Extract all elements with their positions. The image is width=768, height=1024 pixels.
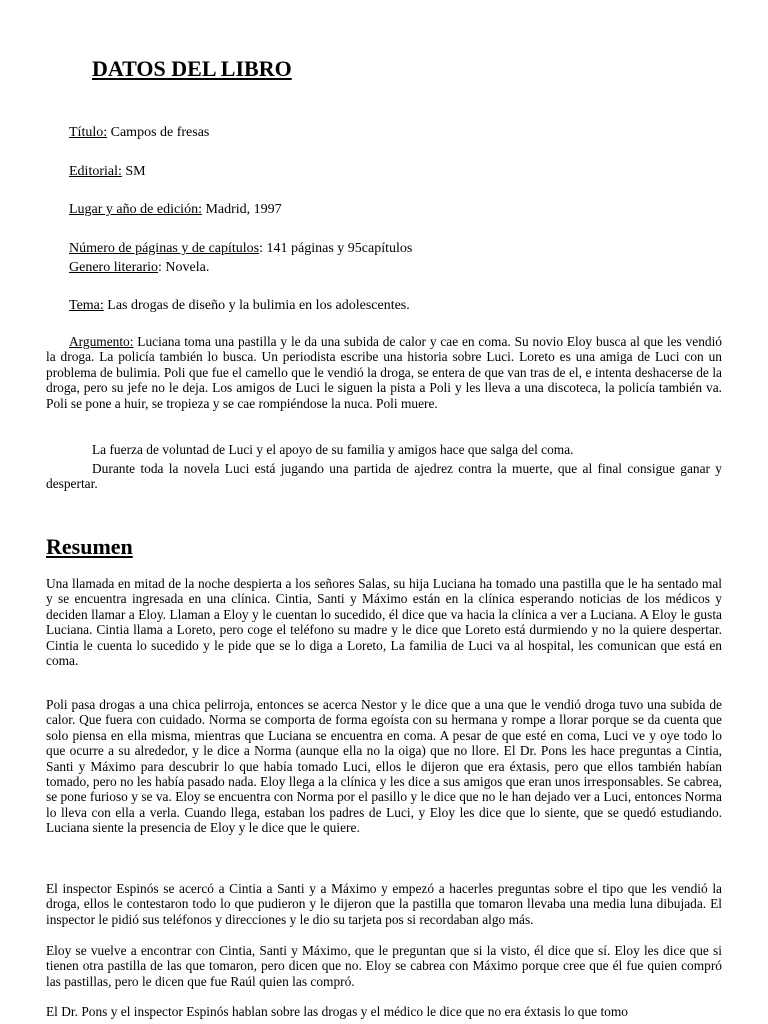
resumen-paragraph-1: Una llamada en mitad de la noche despierta a los señores Salas, su hija Luciana ha tomado una pastilla que le ha sentado mal y se encuentra ingresada en una clínica. Cintia, Santi y Máximo están en la clínica esperando noticias de los médicos y deciden llamar a Eloy. Llaman a Eloy y le cuentan lo sucedido, él dice que va hacia la clínica a ver a Luciana. A Eloy le gusta Luciana. Cintia llama a Loreto, pero coge el teléfono su madre y le dice que Loreto está durmiendo y no la quiere despertar. Cintia le cuenta lo sucedido y le pide que se lo diga a Loreto, La familia de Luci va al hospital, les comunican que está en coma. (46, 576, 722, 669)
resumen-paragraph-5: El Dr. Pons y el inspector Espinós hablan sobre las drogas y el médico le dice que no era éxtasis lo que tomo (46, 1004, 628, 1019)
field-paginas (69, 240, 412, 257)
field-label: Editorial: (69, 164, 122, 179)
field-label: Genero literario (69, 260, 159, 275)
field-label: Tema: (69, 298, 104, 313)
field-label: Título: (69, 125, 108, 140)
argumento-text: Luciana toma una pastilla y le da una subida de calor y cae en coma. Su novio Eloy busca al que les vendió la droga. La policía también lo busca. Un periodista escribe una historia sobre Luci. Loreto es una amiga de Luci con un problema de bulimia. Poli que fue el camello que le vendió la droga, se entera de que van tras de el, e intenta deshacerse de la droga, pero su jefe no le deja. Los amigos de Luci le siguen la pista a Poli y les lleva a una discoteca, la policía también va. Poli se pone a huir, se tropieza y se cae rompiéndose la nuca. Poli muere. (46, 334, 722, 411)
field-label: Lugar y año de edición: (69, 202, 202, 217)
field-genero (69, 259, 209, 276)
page-title: DATOS DEL LIBRO (92, 56, 292, 81)
field-value: : Novela. (158, 260, 210, 275)
field-tema (69, 297, 410, 314)
field-value: Las drogas de diseño y la bulimia en los adolescentes. (103, 298, 410, 313)
argumento-paragraph (46, 334, 722, 411)
field-value: : 141 páginas y 95capítulos (259, 241, 413, 256)
argumento-label: Argumento: (69, 334, 134, 349)
argumento-paragraph-2: La fuerza de voluntad de Luci y el apoyo de su familia y amigos hace que salga del coma. (92, 442, 574, 457)
field-titulo (69, 124, 209, 141)
field-lugar (69, 201, 282, 218)
resumen-paragraph-4: Eloy se vuelve a encontrar con Cintia, Santi y Máximo, que le preguntan que si la visto, él dice que sí. Eloy les dice que si tienen otra pastilla de las que tomaron, pero dicen que no. Eloy se cabrea con Máximo porque cree que él fue quien compró las pastillas, pero le dicen que fue Raúl quien las compró. (46, 943, 722, 989)
section-heading-resumen: Resumen (46, 534, 133, 559)
resumen-paragraph-2: Poli pasa drogas a una chica pelirroja, entonces se acerca Nestor y le dice que a una que le vendió droga tuvo una subida de calor. Que fuera con cuidado. Norma se comporta de forma egoísta con su hermana y rompe a llorar porque se da cuenta que solo piensa en ella misma, mientras que Luciana se encuentra en coma. A pesar de que esté en coma, Luci ve y oye todo lo que ocurre a su alrededor, y le dice a Norma (aunque ella no la oiga) que no llore. El Dr. Pons les hace preguntas a Cintia, Santi y Máximo para descubrir lo que había tomado Luci, ellos le dijeron que era éxtasis, pero que ellos también habían tomado, pero no les había pasado nada. Eloy llega a la clínica y les dice a sus amigos que eran unos irresponsables. Se cabrea, se pone furioso y se va. Eloy se encuentra con Norma por el pasillo y le dice que no le han dejado ver a Luci, entonces Norma lo lleva con ella a verla. Cuando llega, estaban los padres de Luci, y Eloy les dice que lo siente, que se quedó estudiando. Luciana siente la presencia de Eloy y le dice que le quiere. (46, 697, 722, 836)
field-editorial (69, 163, 146, 180)
field-value: Madrid, 1997 (201, 202, 282, 217)
field-value: Campos de fresas (107, 125, 210, 140)
argumento-paragraph-3: Durante toda la novela Luci está jugando una partida de ajedrez contra la muerte, que al final consigue ganar y despertar. (46, 461, 722, 492)
field-label: Número de páginas y de capítulos (69, 241, 260, 256)
resumen-paragraph-3: El inspector Espinós se acercó a Cintia a Santi y a Máximo y empezó a hacerles preguntas sobre el tipo que les vendió la droga, ellos le contestaron todo lo que pudieron y le dijeron que la pastilla que tomaron llevaba una media luna dibujada. El inspector le pidió sus teléfonos y direcciones y le dio su tarjeta pos si recordaban algo más. (46, 881, 722, 927)
field-value: SM (121, 164, 146, 179)
